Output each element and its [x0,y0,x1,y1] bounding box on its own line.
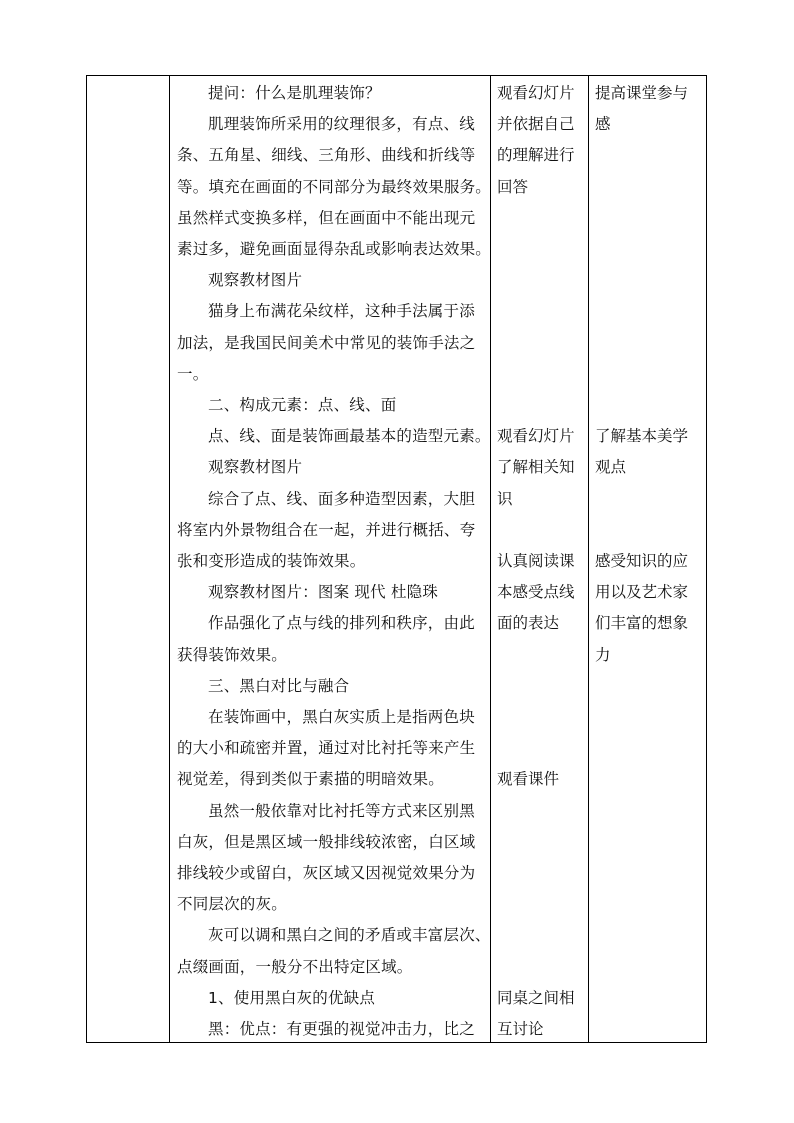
text-line: 了解相关知 [497,458,575,477]
text-line: 提高课堂参与 [595,84,689,102]
lesson-plan-table [86,75,707,1043]
text-line: 二、构成元素：点、线、面 [208,396,397,414]
text-line: 观看幻灯片 [497,427,575,446]
text-line: 的理解进行 [497,146,575,165]
text-line: 条、五角星、细线、三角形、曲线和折线等 [177,146,476,165]
text-line: 肌理装饰所采用的纹理很多，有点、线 [208,115,475,134]
text-line: 虽然一般依靠对比衬托等方式来区别黑 [208,801,475,820]
text-line: 点缀画面，一般分不出特定区域。 [177,957,413,976]
text-line: 感 [595,115,611,134]
text-line: 白灰，但是黑区域一般排线较浓密，白区域 [177,832,476,851]
text-line: 获得装饰效果。 [177,645,287,664]
column-divider [588,76,589,1042]
text-line: 并依据自己 [497,115,575,134]
text-line: 观察教材图片 [208,271,303,290]
text-line: 猫身上布满花朵纹样，这种手法属于添 [208,302,475,321]
text-line: 们丰富的想象 [595,614,689,633]
text-line: 一。 [177,364,209,383]
text-line: 认真阅读课 [497,552,575,570]
text-line: 在装饰画中，黑白灰实质上是指两色块 [208,708,475,726]
text-line: 将室内外景物组合在一起，并进行概括、夸 [177,520,476,539]
text-line: 本感受点线 [497,583,575,602]
text-line: 黑：优点：有更强的视觉冲击力，比之 [208,1020,475,1038]
text-line: 感受知识的应 [595,552,689,570]
text-line: 作品强化了点与线的排列和秩序，由此 [208,614,475,633]
text-line: 的大小和疏密并置，通过对比衬托等来产生 [177,739,476,758]
text-line: 了解基本美学 [595,427,689,446]
text-line: 素过多，避免画面显得杂乱或影响表达效果。 [177,240,492,258]
text-line: 三、黑白对比与融合 [208,676,350,695]
text-line: 回答 [497,177,529,196]
column-divider [169,76,170,1042]
text-line: 力 [595,645,611,664]
text-line: 加法，是我国民间美术中常见的装饰手法之 [177,333,476,352]
text-line: 综合了点、线、面多种造型因素，大胆 [208,489,475,508]
text-line: 观察教材图片 [208,458,303,477]
text-line: 同桌之间相 [497,988,575,1007]
text-line: 点、线、面是装饰画最基本的造型元素。 [208,427,491,446]
text-line: 观点 [595,458,627,477]
text-line: 观看课件 [497,770,560,789]
text-line: 用以及艺术家 [595,583,689,602]
column-divider [490,76,491,1042]
text-line: 视觉差，得到类似于素描的明暗效果。 [177,770,444,789]
text-line: 灰可以调和黑白之间的矛盾或丰富层次、 [208,926,491,945]
text-line: 不同层次的灰。 [177,895,287,914]
text-line: 识 [497,489,513,508]
text-line: 互讨论 [497,1020,544,1038]
text-line: 张和变形造成的装饰效果。 [177,552,366,570]
text-line: 观看幻灯片 [497,84,575,102]
text-line: 观察教材图片：图案 现代 杜隐珠 [208,583,439,602]
text-line: 等。填充在画面的不同部分为最终效果服务。 [177,177,492,196]
text-line: 提问：什么是肌理装饰？ [208,84,381,102]
text-line: 排线较少或留白，灰区域又因视觉效果分为 [177,864,476,882]
text-line: 虽然样式变换多样，但在画面中不能出现元 [177,208,476,227]
text-line: 面的表达 [497,614,560,633]
text-line: 1、使用黑白灰的优缺点 [208,988,376,1007]
